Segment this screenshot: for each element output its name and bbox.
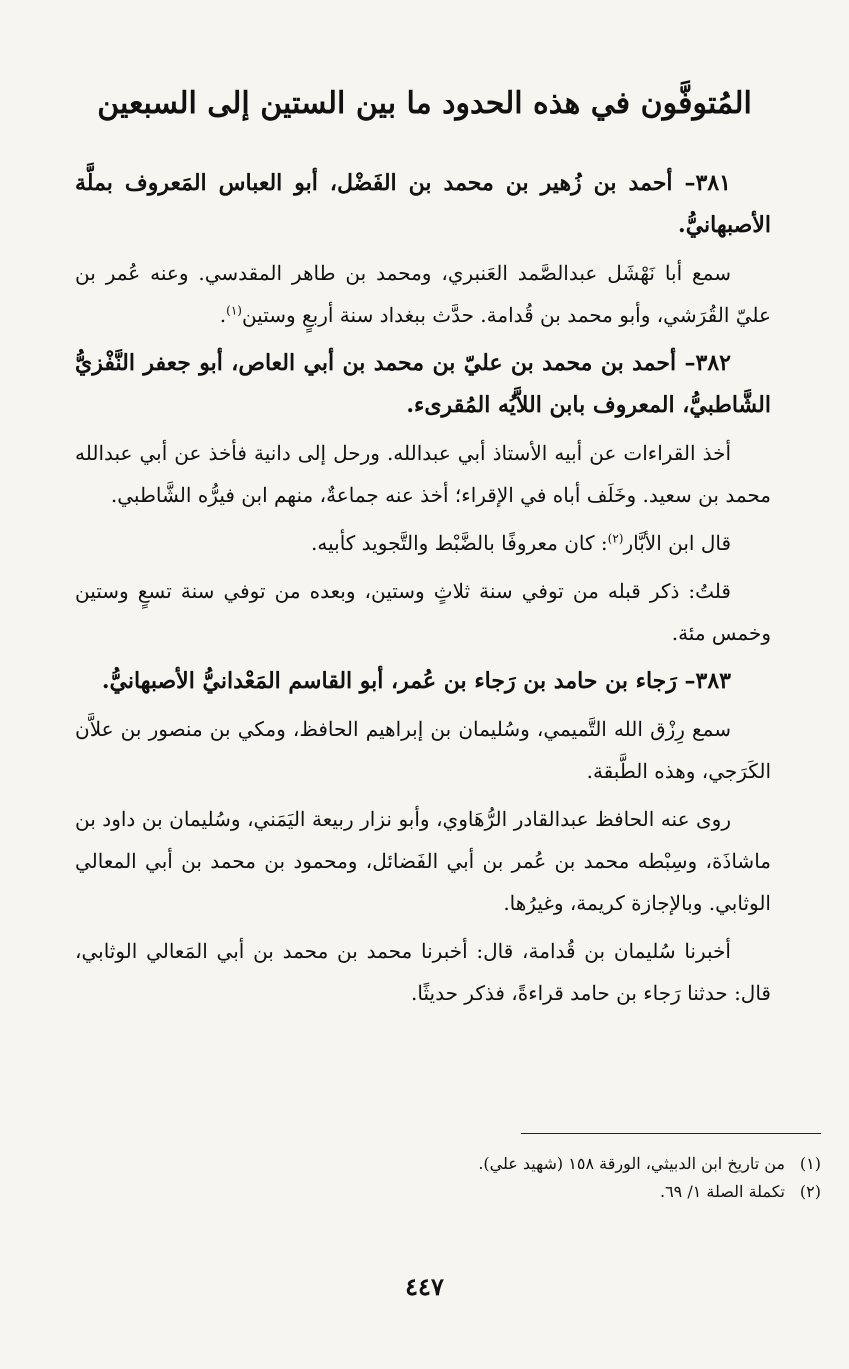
footnote-2 bbox=[75, 1178, 821, 1206]
footnote-divider bbox=[521, 1133, 821, 1134]
footnote-ref-2[interactable]: (٢) bbox=[607, 531, 624, 546]
entry-381-text: سمع أبا نَهْشَل عبدالصَّمد العَنبري، ومحمد بن طاهر المقدسي. وعنه عُمر بن عليّ القُرَشي، وأبو محمد بن قُدامة. حدَّث ببغداد سنة أربعٍ وستين bbox=[75, 261, 771, 327]
footnote-ref-1[interactable]: (١) bbox=[226, 303, 242, 318]
footnote-text: من تاريخ ابن الدبيثي، الورقة ١٥٨ (شهيد علي). bbox=[478, 1154, 785, 1173]
page-title: المُتوفَّون في هذه الحدود ما بين الستين إلى السبعين bbox=[97, 86, 752, 121]
main-text bbox=[75, 160, 771, 1020]
entry-heading-383: ٣٨٣– رَجاء بن حامد بن رَجاء بن عُمر، أبو القاسم المَعْدانيُّ الأصبهانيُّ. bbox=[101, 668, 731, 694]
footnotes bbox=[75, 1150, 821, 1206]
entry-382-paragraph-3: قلتُ: ذكر قبله من توفي سنة ثلاثٍ وستين، وبعده من توفي سنة تسعٍ وستين وخمس مئة. bbox=[75, 579, 771, 645]
entry-382-quote-intro: قال ابن الأبَّار bbox=[623, 531, 731, 555]
entry-383-paragraph-3: أخبرنا سُليمان بن قُدامة، قال: أخبرنا محمد بن محمد بن أبي المَعالي الوثابي، قال: حدثنا رَجاء بن حامد قراءةً، فذكر حديثًا. bbox=[75, 939, 771, 1005]
footnote-1 bbox=[75, 1150, 821, 1178]
footnote-number: (١) bbox=[799, 1154, 821, 1173]
entry-382-quote: : كان معروفًا بالضَّبْط والتَّجويد كأبيه. bbox=[311, 531, 608, 555]
entry-383-paragraph-2: روى عنه الحافظ عبدالقادر الرُّهَاوي، وأبو نزار ربيعة اليَمَني، وسُليمان بن داود بن ماشاذَة، وسِبْطه محمد بن عُمر بن أبي الفَضائل، ومحمود بن محمد بن أبي المعالي الوثابي. وبالإجازة كريمة، وغيرُها. bbox=[75, 807, 772, 915]
footnote-text: تكملة الصلة ١/ ٦٩. bbox=[659, 1182, 785, 1201]
entry-383-paragraph-1: سمع رِزْق الله التَّميمي، وسُليمان بن إبراهيم الحافظ، ومكي بن منصور بن علاَّن الكَرَجي، وهذه الطَّبقة. bbox=[75, 717, 771, 783]
entry-381-paragraph bbox=[75, 252, 771, 336]
entry-381-period: . bbox=[219, 303, 227, 327]
footnote-number: (٢) bbox=[799, 1182, 821, 1201]
entry-382-paragraph-1: أخذ القراءات عن أبيه الأستاذ أبي عبدالله. ورحل إلى دانية فأخذ عن أبي عبدالله محمد بن سعيد. وخَلَف أباه في الإقراء؛ أخذ عنه جماعةٌ، منهم ابن فيرُّه الشَّاطبي. bbox=[75, 441, 771, 507]
entry-heading-382: ٣٨٢– أحمد بن محمد بن عليّ بن محمد بن أبي العاص، أبو جعفر النَّفْزيُّ الشَّاطبيُّ، المعروف بابن اللاَّيُه المُقرىء. bbox=[75, 350, 771, 418]
entry-382-paragraph-2 bbox=[75, 522, 771, 564]
page-number: ٤٤٧ bbox=[405, 1272, 444, 1301]
entry-heading-381: ٣٨١– أحمد بن زُهير بن محمد بن الفَضْل، أبو العباس المَعروف بملَّة الأصبهانيُّ. bbox=[75, 170, 771, 238]
